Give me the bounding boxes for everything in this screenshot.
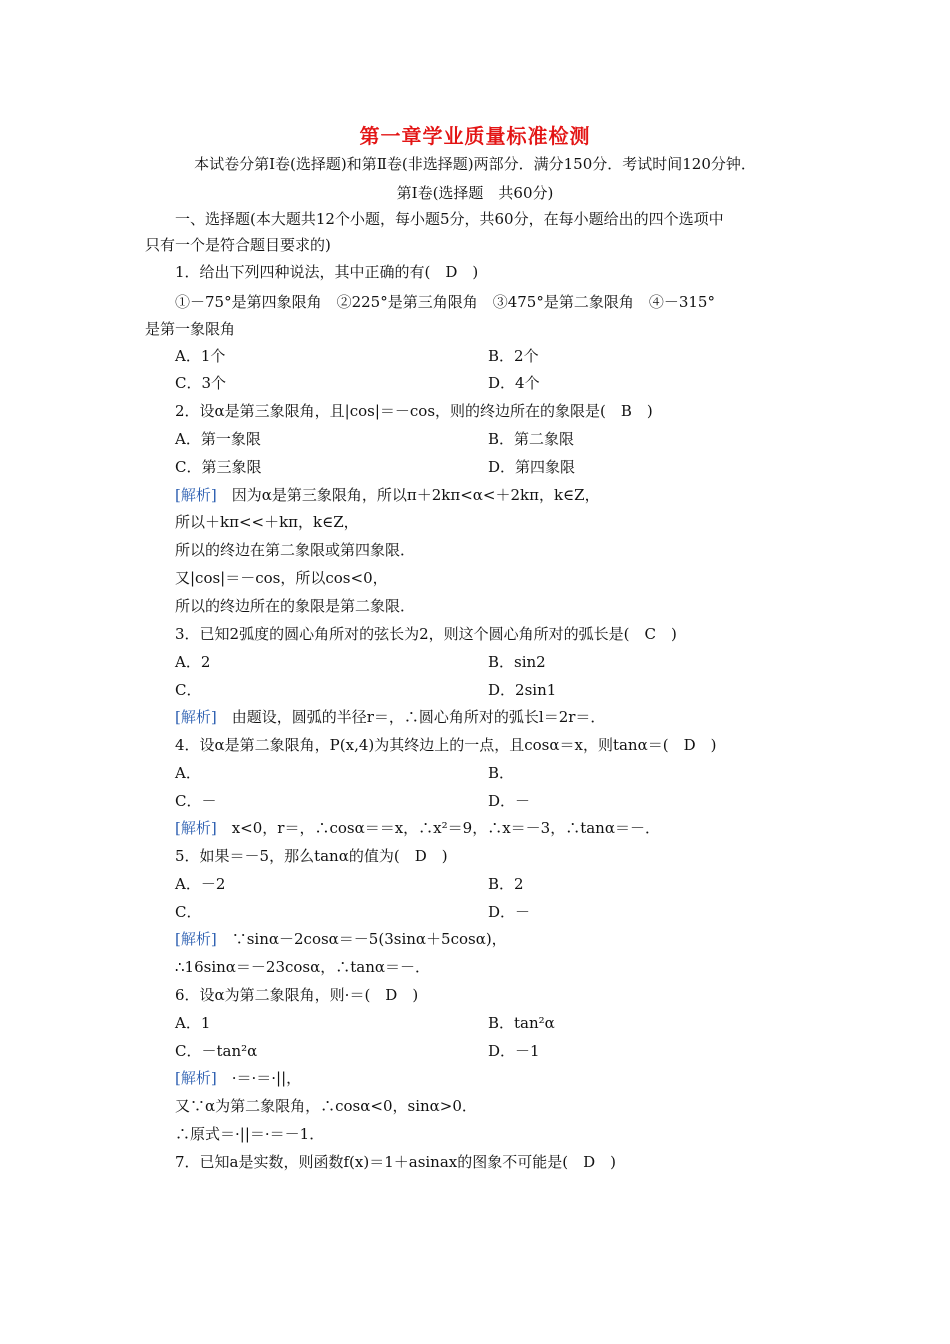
- section-heading-cont: 只有一个是符合题目要求的): [145, 236, 331, 254]
- explanation-line: [175, 485, 600, 505]
- analysis-tag: [解析]: [175, 930, 217, 948]
- option-b: B．sin2: [488, 653, 546, 671]
- option-b: B．2个: [488, 347, 539, 365]
- explanation-line: ∴16sinα＝－23cosα，∴tanα＝－．: [175, 958, 431, 976]
- analysis-tag: [解析]: [175, 1069, 217, 1087]
- question-2-stem: 2．设α是第三象限角，且|cos|＝－cos，则的终边所在的象限是( B ): [175, 402, 653, 420]
- question-1-statements: ①－75°是第四象限角 ②225°是第三角限角 ③475°是第二象限角 ④－315°: [175, 293, 715, 311]
- option-c: C．3个: [175, 374, 227, 392]
- analysis-tag: [解析]: [175, 486, 217, 504]
- option-a: A．1: [175, 1014, 211, 1032]
- part-one-heading: 第Ⅰ卷(选择题 共60分): [396, 184, 554, 202]
- explanation-line: 又|cos|＝－cos，所以cos<0，: [175, 569, 388, 587]
- option-d: D．4个: [488, 374, 540, 392]
- option-b: B．tan²α: [488, 1014, 555, 1032]
- option-c: C．－tan²α: [175, 1042, 258, 1060]
- option-d: D．2sin1: [488, 681, 557, 699]
- question-3-stem: 3．已知2弧度的圆心角所对的弦长为2，则这个圆心角所对的弧长是( C ): [175, 625, 677, 643]
- option-c: C．第三象限: [175, 458, 262, 476]
- option-c: C．: [175, 903, 202, 921]
- option-c: C．: [175, 681, 202, 699]
- question-6-stem: 6．设α为第二象限角，则·＝( D ): [175, 986, 419, 1004]
- question-5-stem: 5．如果＝－5，那么tanα的值为( D ): [175, 847, 448, 865]
- explanation-text: ∵sinα－2cosα＝－5(3sinα＋5cosα)，: [216, 930, 507, 948]
- option-d: D．－: [488, 792, 531, 810]
- question-4-stem: 4．设α是第二象限角，P(x,4)为其终边上的一点，且cosα＝x，则tanα＝( D ): [175, 736, 717, 754]
- option-d: D．第四象限: [488, 458, 576, 476]
- question-7-stem: 7．已知a是实数，则函数f(x)＝1＋asinax的图象不可能是( D ): [175, 1153, 616, 1171]
- option-a: A．2: [175, 653, 211, 671]
- exam-intro: 本试卷分第Ⅰ卷(选择题)和第Ⅱ卷(非选择题)两部分．满分150分．考试时间120分钟．: [194, 155, 756, 173]
- explanation-line: [175, 1068, 301, 1088]
- explanation-line: [175, 818, 660, 838]
- explanation-line: [175, 929, 507, 949]
- explanation-line: ∴原式＝·||＝·＝－1．: [175, 1125, 325, 1143]
- analysis-tag: [解析]: [175, 708, 217, 726]
- explanation-line: 所以的终边所在的象限是第二象限．: [175, 597, 416, 615]
- explanation-line: [175, 707, 605, 727]
- explanation-text: ·＝·＝·||，: [216, 1069, 302, 1087]
- option-d: D．－1: [488, 1042, 540, 1060]
- option-a: A．－2: [175, 875, 226, 893]
- page-title: 第一章学业质量标准检测: [359, 124, 591, 148]
- explanation-line: 又∵α为第二象限角，∴cosα<0，sinα>0．: [175, 1097, 477, 1115]
- option-b: B．第二象限: [488, 430, 575, 448]
- explanation-line: 所以＋kπ<<＋kπ，k∈Z，: [175, 513, 359, 531]
- option-a: A．1个: [175, 347, 226, 365]
- option-c: C．－: [175, 792, 217, 810]
- explanation-text: x<0，r＝，∴cosα＝＝x，∴x²＝9，∴x＝－3，∴tanα＝－．: [216, 819, 660, 837]
- option-b: B．2: [488, 875, 524, 893]
- question-1-statements-cont: 是第一象限角: [145, 320, 236, 338]
- option-b: B．: [488, 764, 515, 782]
- section-heading: 一、选择题(本大题共12个小题，每小题5分，共60分，在每小题给出的四个选项中: [175, 210, 724, 228]
- option-a: A．第一象限: [175, 430, 261, 448]
- option-a: A．: [175, 764, 201, 782]
- analysis-tag: [解析]: [175, 819, 217, 837]
- explanation-text: 因为α是第三象限角，所以π＋2kπ<α<＋2kπ，k∈Z，: [216, 486, 600, 504]
- option-d: D．－: [488, 903, 531, 921]
- explanation-line: 所以的终边在第二象限或第四象限．: [175, 541, 416, 559]
- explanation-text: 由题设，圆弧的半径r＝，∴圆心角所对的弧长l＝2r＝．: [216, 708, 606, 726]
- question-1-stem: 1．给出下列四种说法，其中正确的有( D ): [175, 263, 479, 281]
